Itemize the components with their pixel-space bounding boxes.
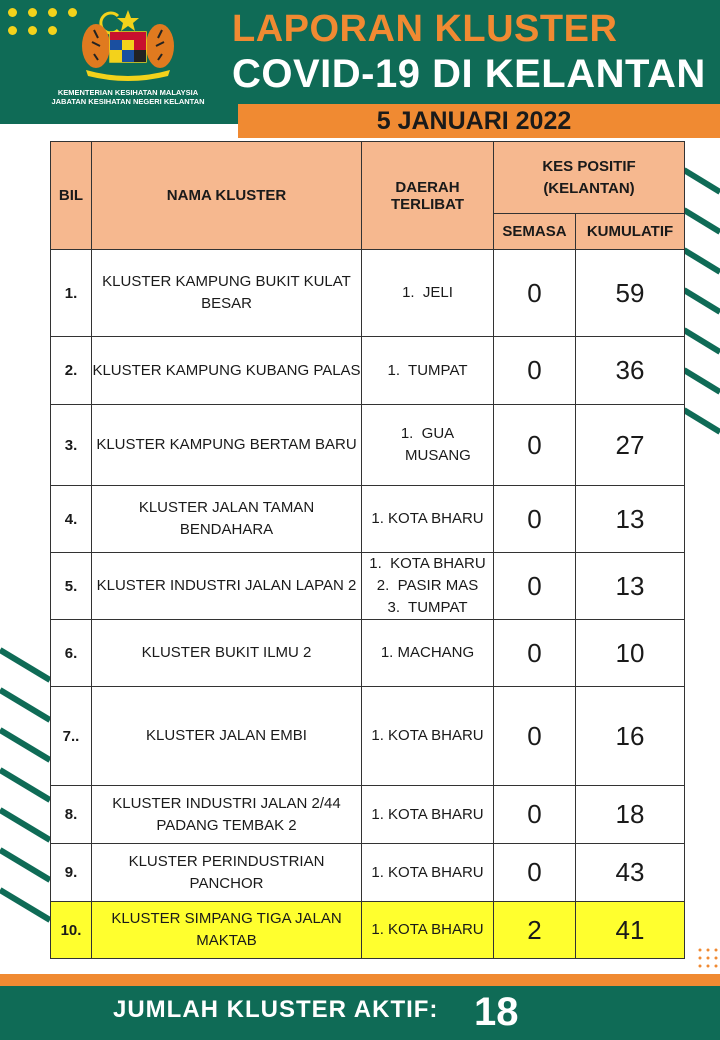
header-kes-line-1: KES POSITIF <box>542 157 636 175</box>
header-daerah-line-2: TERLIBAT <box>390 195 465 213</box>
table-row <box>51 620 685 687</box>
table-row <box>51 553 685 620</box>
daerah-item: 1. KOTA BHARU <box>371 727 484 744</box>
daerah-item: 1. GUA <box>400 425 455 442</box>
total-active-clusters-label: JUMLAH KLUSTER AKTIF: <box>113 996 439 1023</box>
daerah-item: MUSANG <box>384 447 471 464</box>
cell-daerah <box>362 902 494 959</box>
table-row <box>51 337 685 405</box>
cluster-table <box>50 141 685 959</box>
ministry-name <box>38 88 218 106</box>
cell-kumulatif: 16 <box>576 687 685 786</box>
cell-daerah <box>362 250 494 337</box>
cell-bil: 1. <box>51 250 92 337</box>
cell-nama-kluster: KLUSTER INDUSTRI JALAN LAPAN 2 <box>92 553 362 620</box>
cell-bil: 4. <box>51 486 92 553</box>
header-bil: BIL <box>51 142 92 250</box>
cell-semasa: 0 <box>494 486 576 553</box>
header-daerah-line-1: DAERAH <box>395 178 460 196</box>
header-kumulatif: KUMULATIF <box>576 214 685 250</box>
cell-kumulatif: 13 <box>576 486 685 553</box>
cell-bil: 2. <box>51 337 92 405</box>
table-row <box>51 486 685 553</box>
cell-semasa: 0 <box>494 620 576 687</box>
page-title: LAPORAN KLUSTER <box>232 8 618 50</box>
cell-kumulatif: 36 <box>576 337 685 405</box>
daerah-item: 1. TUMPAT <box>387 361 468 379</box>
cell-kumulatif: 27 <box>576 405 685 486</box>
table-row <box>51 786 685 844</box>
footer-orange-bar <box>0 974 720 986</box>
table-row <box>51 405 685 486</box>
cell-daerah <box>362 786 494 844</box>
cell-kumulatif: 59 <box>576 250 685 337</box>
daerah-item: 1. KOTA BHARU <box>371 805 484 823</box>
daerah-item: 1. JELI <box>402 284 453 301</box>
header-nama-kluster: NAMA KLUSTER <box>92 142 362 250</box>
daerah-item: 1. MACHANG <box>380 644 475 661</box>
daerah-item: 3. TUMPAT <box>387 599 468 616</box>
cell-nama-kluster: KLUSTER KAMPUNG BERTAM BARU <box>92 405 362 486</box>
report-date: 5 JANUARI 2022 <box>376 107 572 135</box>
cell-bil: 8. <box>51 786 92 844</box>
total-active-clusters-value: 18 <box>474 990 519 1034</box>
cell-kumulatif: 41 <box>576 902 685 959</box>
ministry-line-1: KEMENTERIAN KESIHATAN MALAYSIA <box>57 88 199 97</box>
cell-semasa: 0 <box>494 687 576 786</box>
cell-semasa: 0 <box>494 250 576 337</box>
cell-bil: 10. <box>51 902 92 959</box>
daerah-item: 1. KOTA BHARU <box>371 510 484 527</box>
cell-bil: 6. <box>51 620 92 687</box>
cell-nama-kluster: KLUSTER PERINDUSTRIAN PANCHOR <box>92 844 362 902</box>
header-semasa: SEMASA <box>494 214 576 250</box>
cell-nama-kluster: KLUSTER INDUSTRI JALAN 2/44 PADANG TEMBAK 2 <box>92 786 362 844</box>
cell-nama-kluster: KLUSTER JALAN EMBI <box>92 687 362 786</box>
daerah-item: 1. KOTA BHARU <box>369 555 486 572</box>
header-daerah-terlibat <box>362 142 494 250</box>
cell-daerah <box>362 844 494 902</box>
cell-daerah <box>362 337 494 405</box>
cell-semasa: 0 <box>494 786 576 844</box>
daerah-item: 1. KOTA BHARU <box>371 921 484 938</box>
decorative-stripes-right <box>684 150 720 460</box>
cell-kumulatif: 13 <box>576 553 685 620</box>
cell-semasa: 2 <box>494 902 576 959</box>
cell-nama-kluster: KLUSTER KAMPUNG KUBANG PALAS <box>92 337 362 405</box>
cell-daerah <box>362 620 494 687</box>
cell-bil: 3. <box>51 405 92 486</box>
decorative-stripes-left <box>0 640 50 950</box>
table-row <box>51 250 685 337</box>
cell-kumulatif: 18 <box>576 786 685 844</box>
cell-bil: 7.. <box>51 687 92 786</box>
table-body <box>51 250 685 959</box>
cell-semasa: 0 <box>494 405 576 486</box>
cell-semasa: 0 <box>494 553 576 620</box>
cell-nama-kluster: KLUSTER BUKIT ILMU 2 <box>92 620 362 687</box>
cell-nama-kluster: KLUSTER SIMPANG TIGA JALAN MAKTAB <box>92 902 362 959</box>
cell-bil: 5. <box>51 553 92 620</box>
daerah-item: 1. KOTA BHARU <box>371 863 484 881</box>
cell-kumulatif: 10 <box>576 620 685 687</box>
cell-bil: 9. <box>51 844 92 902</box>
ministry-line-2: JABATAN KESIHATAN NEGERI KELANTAN <box>51 97 205 106</box>
cell-daerah <box>362 405 494 486</box>
cell-nama-kluster: KLUSTER KAMPUNG BUKIT KULAT BESAR <box>92 250 362 337</box>
cell-nama-kluster: KLUSTER JALAN TAMAN BENDAHARA <box>92 486 362 553</box>
page-subtitle: COVID-19 DI KELANTAN <box>232 52 706 96</box>
cell-semasa: 0 <box>494 844 576 902</box>
table-row <box>51 844 685 902</box>
coat-of-arms-logo <box>76 8 180 82</box>
daerah-item: 2. PASIR MAS <box>376 577 479 594</box>
table-row <box>51 687 685 786</box>
cell-kumulatif: 43 <box>576 844 685 902</box>
cell-daerah <box>362 687 494 786</box>
cell-semasa: 0 <box>494 337 576 405</box>
cell-daerah <box>362 553 494 620</box>
header-kes-positif <box>494 142 685 214</box>
cell-daerah <box>362 486 494 553</box>
header-kes-line-2: (KELANTAN) <box>543 179 635 197</box>
